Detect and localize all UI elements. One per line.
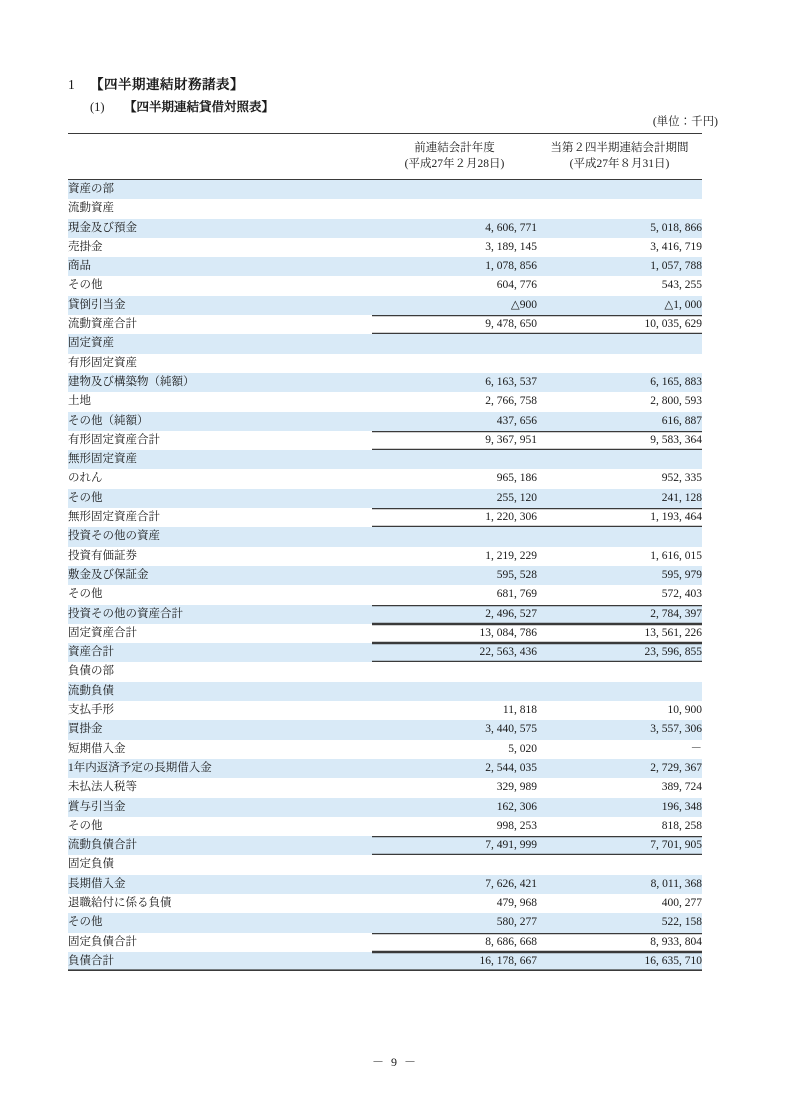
table-row: [68, 180, 702, 200]
row-label: その他: [68, 588, 103, 601]
row-value-current: 543, 255: [661, 279, 702, 292]
row-value-previous: [372, 662, 537, 681]
table-row: [68, 817, 702, 836]
column-header-current-date: (平成27年８月31日): [569, 158, 670, 170]
row-label: 無形固定資産: [68, 450, 372, 469]
row-value-previous: 998, 253: [496, 819, 537, 832]
row-value-previous: 2, 766, 758: [485, 395, 537, 408]
row-value-previous: 604, 776: [496, 279, 537, 292]
row-value-previous: 1, 219, 229: [485, 549, 537, 562]
table-row: [68, 334, 702, 353]
row-label: その他: [68, 819, 103, 832]
row-label: 流動資産合計: [68, 318, 137, 331]
table-row: [68, 662, 702, 681]
table-row: [68, 836, 702, 855]
row-value-current: 23, 596, 855: [537, 643, 702, 662]
table-row: [68, 933, 702, 952]
table-row: [68, 508, 702, 527]
row-value-previous: △900: [372, 296, 537, 315]
row-label: 負債合計: [68, 952, 372, 971]
row-value-previous: 6, 163, 537: [372, 373, 537, 392]
table-row: [68, 257, 702, 276]
column-header-label: [68, 134, 372, 180]
row-value-previous: [372, 682, 537, 701]
row-value-current: 1, 057, 788: [537, 257, 702, 276]
row-value-previous: 1, 078, 856: [372, 257, 537, 276]
row-value-previous: 595, 528: [372, 566, 537, 585]
table-row: [68, 605, 702, 624]
table-row: [68, 431, 702, 450]
row-value-previous: 965, 186: [496, 472, 537, 485]
row-value-current: 6, 165, 883: [537, 373, 702, 392]
row-value-current: [537, 662, 702, 681]
row-label: 現金及び預金: [68, 219, 372, 238]
row-value-previous: 22, 563, 436: [372, 643, 537, 662]
table-row: [68, 315, 702, 334]
row-value-previous: 2, 544, 035: [372, 759, 537, 778]
row-value-current: 13, 561, 226: [537, 624, 702, 643]
row-value-current: 10, 035, 629: [537, 315, 702, 334]
row-label: 負債の部: [68, 665, 114, 678]
row-label: 貸倒引当金: [68, 296, 372, 315]
row-value-current: －: [690, 742, 702, 755]
table-row: [68, 547, 702, 566]
table-row: [68, 682, 702, 701]
row-value-current: 2, 729, 367: [537, 759, 702, 778]
row-value-current: 952, 335: [661, 472, 702, 485]
row-value-previous: 9, 478, 650: [372, 315, 537, 334]
row-value-current: [537, 199, 702, 218]
row-value-current: 10, 900: [667, 704, 702, 717]
row-label: 資産の部: [68, 180, 372, 200]
row-value-current: [537, 527, 702, 546]
section-heading-2-number: (1): [90, 100, 105, 114]
row-label: 未払法人税等: [68, 781, 137, 794]
row-label: 流動負債: [68, 682, 372, 701]
row-label: 敷金及び保証金: [68, 566, 372, 585]
row-value-previous: 8, 686, 668: [372, 933, 537, 952]
row-value-current: 9, 583, 364: [537, 431, 702, 450]
table-row: [68, 412, 702, 431]
row-value-current: 16, 635, 710: [537, 952, 702, 971]
table-row: [68, 952, 702, 971]
row-value-previous: 162, 306: [372, 798, 537, 817]
row-label: 流動負債合計: [68, 836, 372, 855]
section-heading-1: [68, 74, 708, 96]
table-row: [68, 778, 702, 797]
table-row: [68, 199, 702, 218]
column-header-previous-title: 前連結会計年度: [414, 142, 495, 154]
table-row: [68, 566, 702, 585]
row-value-current: [537, 334, 702, 353]
balance-sheet-table-container: [68, 133, 702, 971]
table-row: [68, 701, 702, 720]
row-label: 有形固定資産合計: [68, 433, 160, 446]
row-value-current: 595, 979: [537, 566, 702, 585]
row-label: 投資有価証券: [68, 549, 137, 562]
table-header-row: [68, 134, 702, 180]
row-value-current: [537, 682, 702, 701]
row-label: 長期借入金: [68, 875, 372, 894]
row-value-current: 3, 557, 306: [537, 720, 702, 739]
row-label: その他: [68, 279, 103, 292]
row-value-previous: 437, 656: [372, 412, 537, 431]
section-heading-1-title: 【四半期連結財務諸表】: [90, 77, 244, 92]
table-row: [68, 238, 702, 257]
table-row: [68, 740, 702, 759]
row-label: のれん: [68, 472, 103, 485]
row-value-current: [537, 855, 702, 874]
table-row: [68, 913, 702, 932]
row-value-current: 2, 800, 593: [650, 395, 702, 408]
row-value-previous: 16, 178, 667: [372, 952, 537, 971]
table-row: [68, 373, 702, 392]
table-row: [68, 489, 702, 508]
row-label: その他: [68, 489, 372, 508]
row-label: 短期借入金: [68, 742, 126, 755]
row-label: その他（純額）: [68, 412, 372, 431]
row-label: その他: [68, 913, 372, 932]
row-value-previous: 479, 968: [496, 896, 537, 909]
table-row: [68, 624, 702, 643]
row-label: 固定負債: [68, 858, 114, 871]
row-value-previous: 9, 367, 951: [372, 431, 537, 450]
row-value-previous: 2, 496, 527: [372, 605, 537, 624]
row-value-previous: [372, 527, 537, 546]
table-row: [68, 759, 702, 778]
table-row: [68, 798, 702, 817]
row-value-previous: 13, 084, 786: [372, 624, 537, 643]
table-row: [68, 643, 702, 662]
row-value-previous: 255, 120: [372, 489, 537, 508]
row-value-previous: 5, 020: [508, 742, 537, 755]
column-header-previous-period: [372, 134, 537, 180]
row-value-current: [537, 180, 702, 200]
column-header-current-title: 当第２四半期連結会計期間: [550, 142, 689, 154]
table-row: [68, 894, 702, 913]
row-value-previous: [372, 855, 537, 874]
row-value-previous: 4, 606, 771: [372, 219, 537, 238]
row-label: 買掛金: [68, 720, 372, 739]
page-number: － 9 －: [371, 1055, 418, 1069]
table-row: [68, 585, 702, 604]
row-value-previous: 681, 769: [496, 588, 537, 601]
table-row: [68, 720, 702, 739]
section-heading-2: [90, 96, 708, 118]
row-value-current: 1, 616, 015: [650, 549, 702, 562]
row-value-current: 196, 348: [537, 798, 702, 817]
table-row: [68, 469, 702, 488]
row-value-current: [537, 450, 702, 469]
balance-sheet-table: [68, 133, 702, 971]
row-value-previous: [372, 334, 537, 353]
table-row: [68, 450, 702, 469]
row-label: 投資その他の資産合計: [68, 605, 372, 624]
row-value-previous: [372, 354, 537, 373]
row-value-current: 522, 158: [537, 913, 702, 932]
row-value-current: 3, 416, 719: [650, 240, 702, 253]
row-label: 資産合計: [68, 643, 372, 662]
row-label: 売掛金: [68, 240, 103, 253]
table-row: [68, 354, 702, 373]
balance-sheet-body: [68, 180, 702, 972]
table-row: [68, 276, 702, 295]
row-label: 支払手形: [68, 704, 114, 717]
row-label: 固定負債合計: [68, 935, 137, 948]
row-value-current: 389, 724: [661, 781, 702, 794]
row-value-previous: [372, 450, 537, 469]
row-label: 1年内返済予定の長期借入金: [68, 759, 372, 778]
row-label: 固定資産合計: [68, 626, 137, 639]
row-value-previous: 3, 440, 575: [372, 720, 537, 739]
row-label: 投資その他の資産: [68, 527, 372, 546]
row-value-current: △1, 000: [537, 296, 702, 315]
table-row: [68, 875, 702, 894]
row-value-previous: 7, 626, 421: [372, 875, 537, 894]
row-value-current: 400, 277: [661, 896, 702, 909]
section-heading-2-title: 【四半期連結貸借対照表】: [124, 100, 275, 114]
row-value-current: [537, 354, 702, 373]
row-label: 退職給付に係る負債: [68, 896, 172, 909]
table-row: [68, 527, 702, 546]
row-value-previous: 7, 491, 999: [372, 836, 537, 855]
row-label: 土地: [68, 395, 91, 408]
row-value-previous: 11, 818: [502, 704, 537, 717]
row-value-current: 1, 193, 464: [537, 508, 702, 527]
row-value-current: 7, 701, 905: [537, 836, 702, 855]
row-value-previous: 3, 189, 145: [485, 240, 537, 253]
row-value-previous: [372, 180, 537, 200]
row-value-current: 241, 128: [537, 489, 702, 508]
row-value-current: 818, 258: [661, 819, 702, 832]
row-label: 無形固定資産合計: [68, 511, 160, 524]
row-value-current: 572, 403: [661, 588, 702, 601]
unit-note: (単位：千円): [652, 116, 718, 128]
row-label: 賞与引当金: [68, 798, 372, 817]
table-row: [68, 219, 702, 238]
table-row: [68, 392, 702, 411]
table-row: [68, 296, 702, 315]
row-value-current: 8, 011, 368: [537, 875, 702, 894]
row-value-current: 5, 018, 866: [537, 219, 702, 238]
row-value-previous: [372, 199, 537, 218]
row-value-current: 8, 933, 804: [537, 933, 702, 952]
table-row: [68, 855, 702, 874]
row-label: 有形固定資産: [68, 356, 137, 369]
column-header-previous-date: (平成27年２月28日): [404, 158, 505, 170]
row-value-previous: 1, 220, 306: [372, 508, 537, 527]
document-headings: [68, 74, 708, 118]
row-value-previous: 580, 277: [372, 913, 537, 932]
column-header-current-period: [537, 134, 702, 180]
row-label: 流動資産: [68, 202, 114, 215]
row-value-current: 616, 887: [537, 412, 702, 431]
row-label: 商品: [68, 257, 372, 276]
row-label: 固定資産: [68, 334, 372, 353]
row-value-current: 2, 784, 397: [537, 605, 702, 624]
row-label: 建物及び構築物（純額）: [68, 373, 372, 392]
section-heading-1-number: 1: [68, 77, 76, 92]
row-value-previous: 329, 989: [496, 781, 537, 794]
